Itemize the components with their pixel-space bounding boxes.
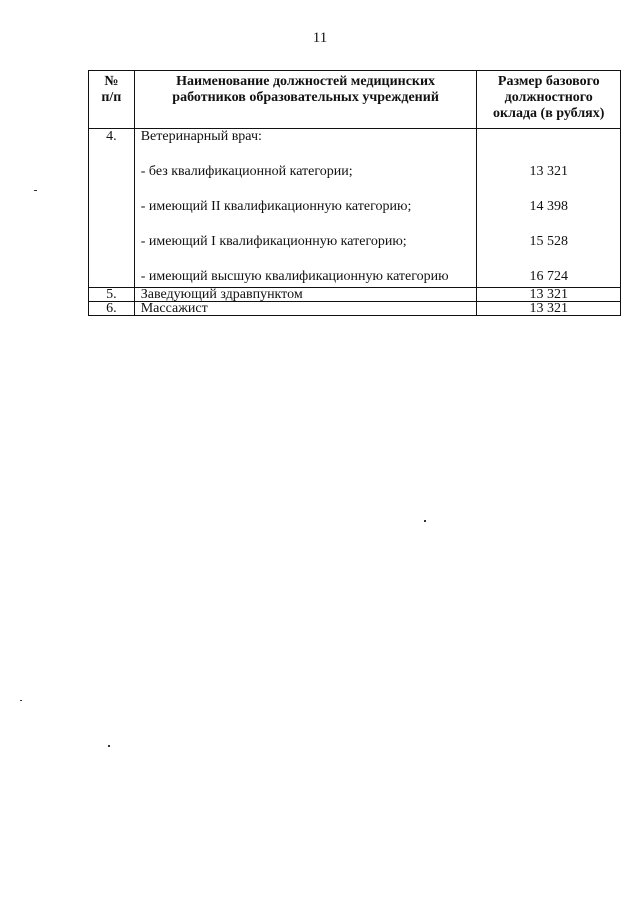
salary-value: 14 398 bbox=[529, 199, 568, 214]
header-base-salary bbox=[477, 71, 621, 129]
scan-speck bbox=[108, 745, 110, 747]
header-salary-line-3: оклада (в рублях) bbox=[493, 106, 605, 121]
table-row bbox=[89, 302, 621, 316]
row-number: 6. bbox=[89, 302, 135, 316]
scan-speck bbox=[20, 700, 22, 701]
scan-speck bbox=[424, 520, 426, 522]
header-salary-line-1: Размер базового bbox=[497, 74, 600, 89]
salary-value: 16 724 bbox=[529, 269, 568, 284]
table-row bbox=[89, 288, 621, 302]
table-row-group bbox=[89, 129, 621, 288]
row-number: 4. bbox=[89, 129, 135, 288]
row-number: 5. bbox=[89, 288, 135, 302]
group-title: Ветеринарный врач: bbox=[140, 129, 262, 144]
salary-value: 13 321 bbox=[529, 164, 568, 179]
header-salary-line-2: должностного bbox=[504, 90, 593, 105]
position-name: Массажист bbox=[134, 302, 477, 316]
header-number-line-1: № bbox=[104, 74, 119, 89]
header-position-name bbox=[134, 71, 477, 129]
salary-value: 13 321 bbox=[477, 288, 621, 302]
category-item-name: - имеющий высшую квалификационную категорию bbox=[140, 269, 449, 284]
header-name-line-1: Наименование должностей медицинских bbox=[176, 74, 436, 89]
category-item-name: - без квалификационной категории; bbox=[140, 164, 353, 179]
position-name-cell bbox=[134, 129, 477, 288]
salary-value: 13 321 bbox=[477, 302, 621, 316]
category-item-name: - имеющий II квалификационную категорию; bbox=[140, 199, 412, 214]
category-item-name: - имеющий I квалификационную категорию; bbox=[140, 234, 407, 249]
position-name: Заведующий здравпунктом bbox=[134, 288, 477, 302]
salary-cell bbox=[477, 129, 621, 288]
salary-blank bbox=[477, 129, 620, 164]
salary-value: 15 528 bbox=[529, 234, 568, 249]
header-number-line-2: п/п bbox=[101, 90, 122, 105]
scan-speck bbox=[34, 190, 37, 191]
table-header-row bbox=[89, 71, 621, 129]
header-number bbox=[89, 71, 135, 129]
header-name-line-2: работников образовательных учреждений bbox=[172, 90, 439, 105]
salary-table bbox=[88, 70, 621, 316]
page-number: 11 bbox=[312, 30, 328, 46]
